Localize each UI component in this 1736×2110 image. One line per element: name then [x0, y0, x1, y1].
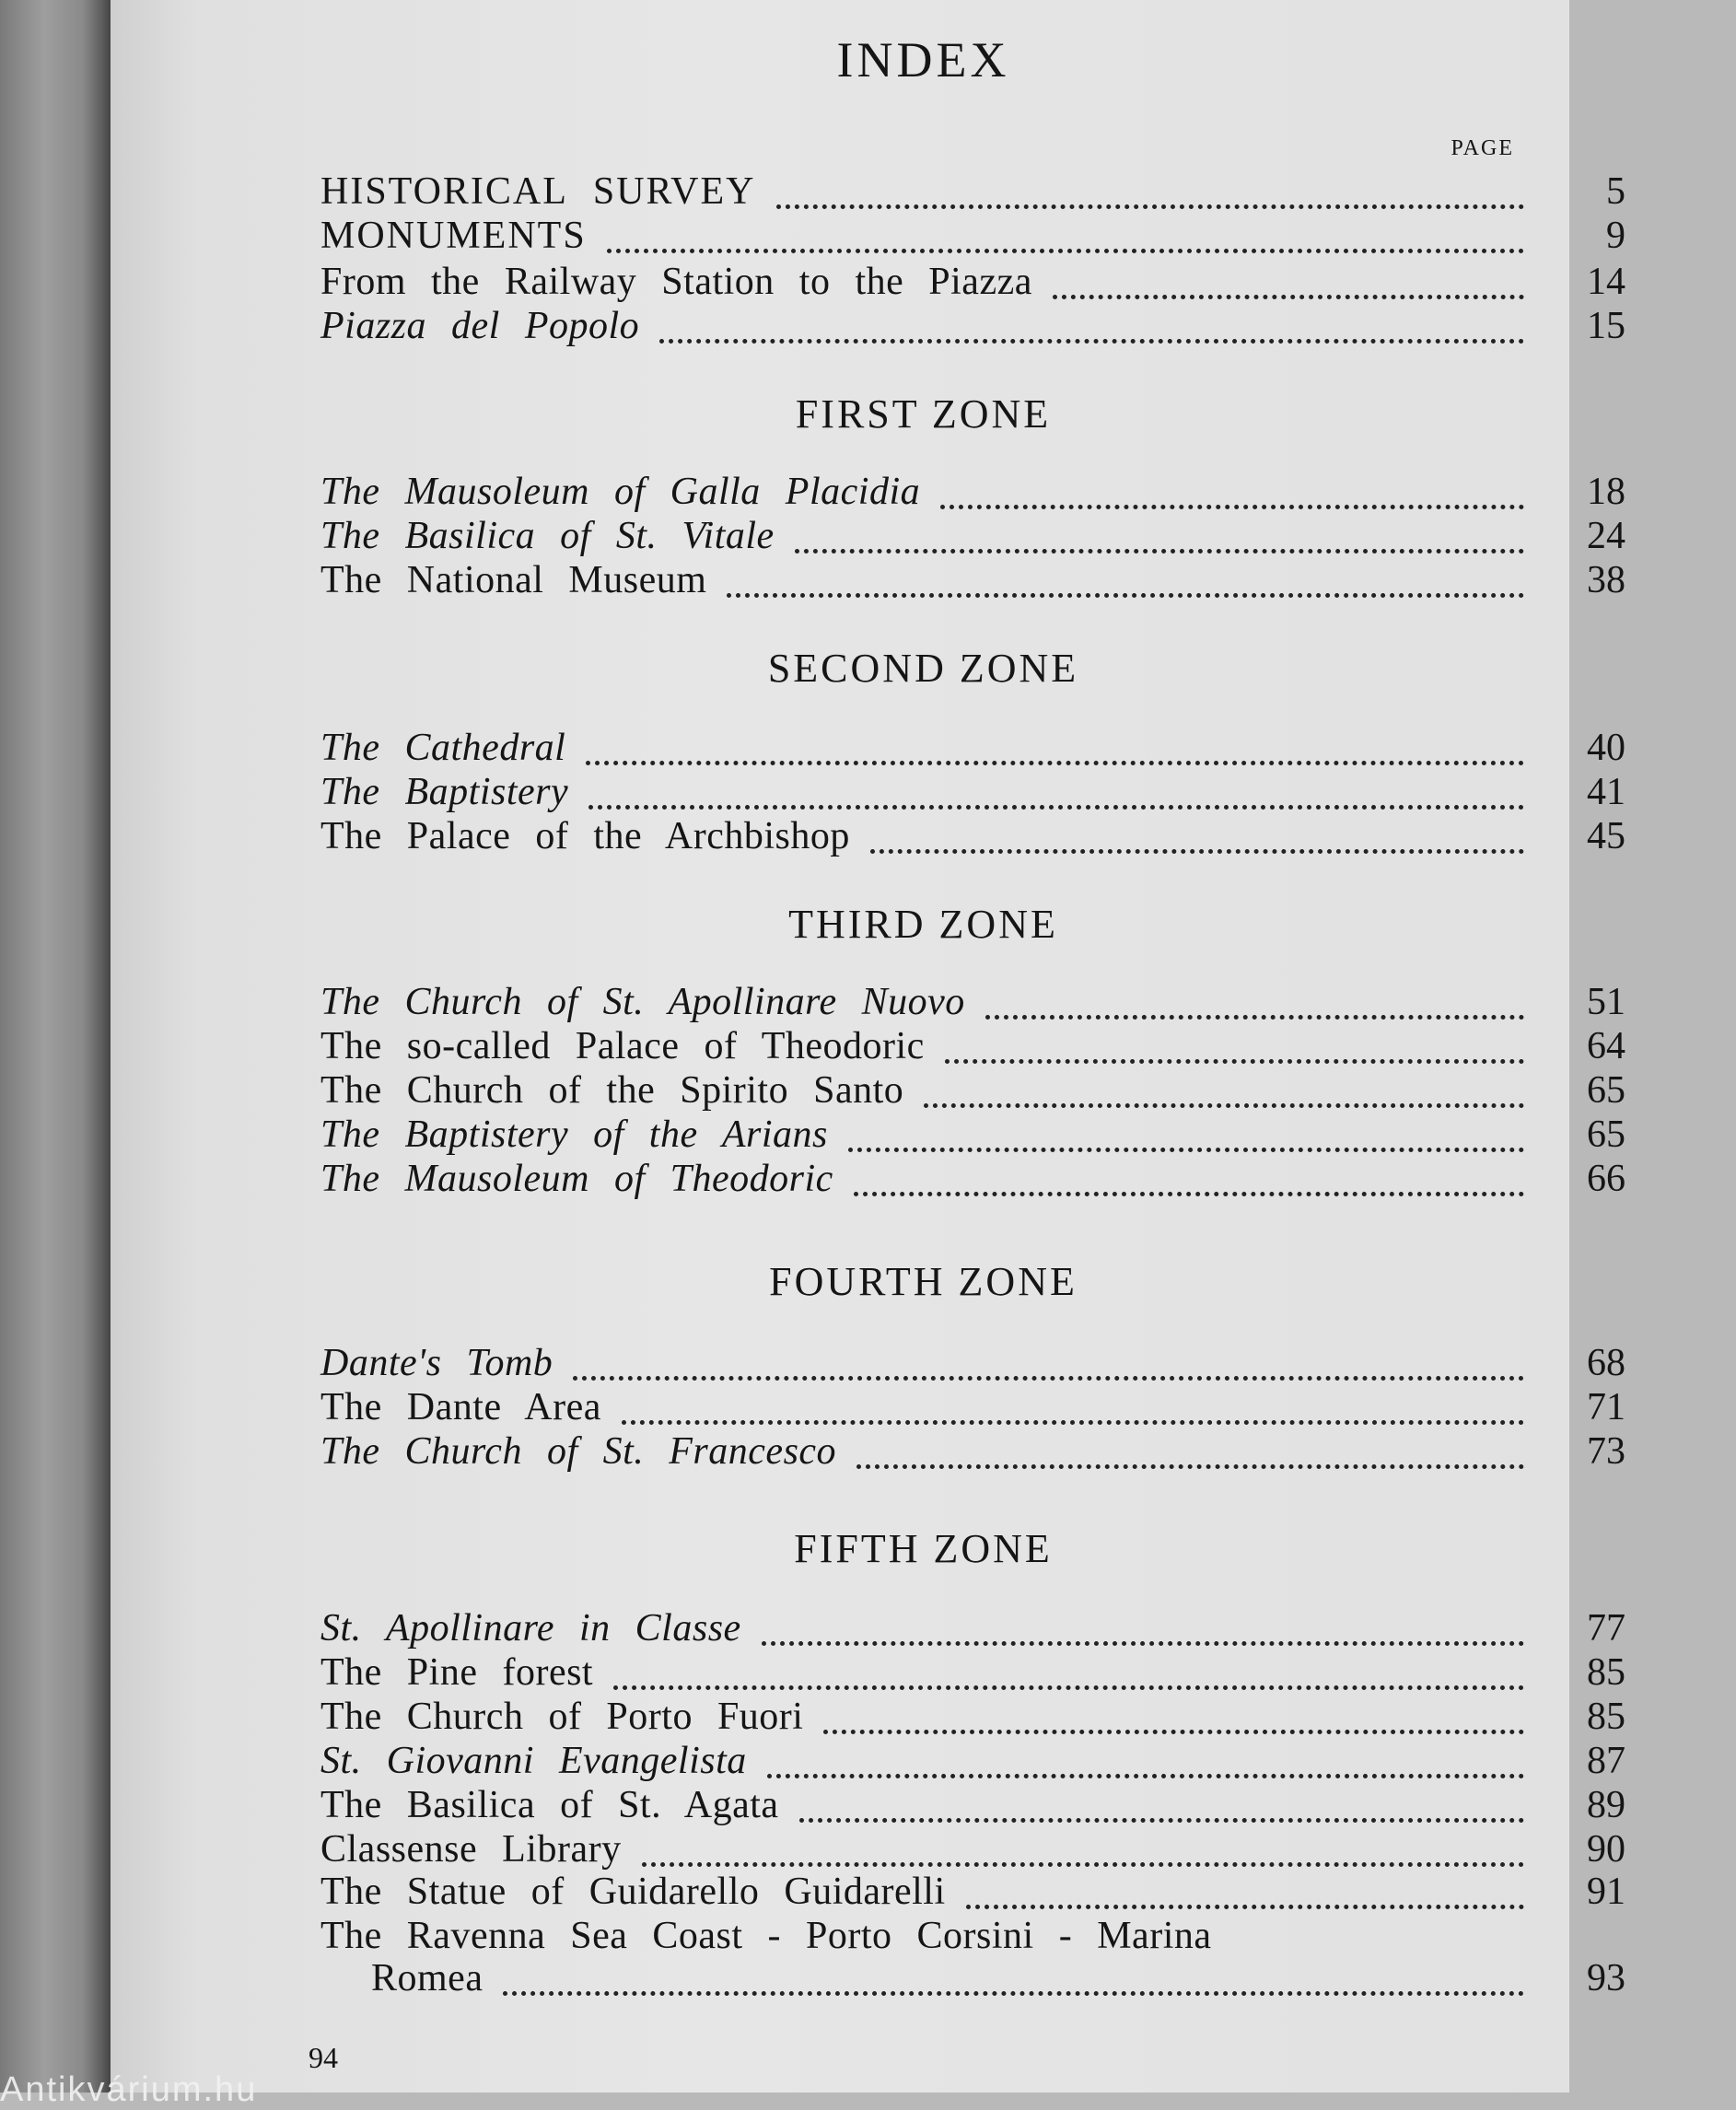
index-entry-page-number: 85	[1587, 1696, 1625, 1738]
index-entry-label: From the Railway Station to the Piazza	[320, 261, 1032, 303]
index-entry-page-number: 66	[1587, 1158, 1625, 1200]
index-entry-label: MONUMENTS	[320, 215, 587, 257]
dot-leader	[795, 505, 1524, 554]
dot-leader	[985, 971, 1524, 1020]
dot-leader	[945, 1015, 1524, 1064]
intro-entry	[320, 304, 1625, 348]
index-entry	[320, 814, 1625, 858]
index-entry-label: The Church of Porto Fuori	[320, 1696, 804, 1738]
index-entry-label: The National Museum	[320, 559, 707, 601]
index-entry-label: The Basilica of St. Agata	[320, 1784, 779, 1826]
zone-heading: FIRST ZONE	[795, 391, 1052, 437]
index-entry-label: The Church of the Spirito Santo	[320, 1069, 904, 1112]
index-entry-page-number: 89	[1587, 1784, 1625, 1826]
index-entry-page-number: 91	[1587, 1871, 1625, 1913]
index-entry-page-number: 9	[1606, 215, 1625, 257]
index-entry-label: The Palace of the Archbishop	[320, 815, 850, 857]
dot-leader	[924, 1059, 1524, 1108]
index-entry-label: The so-called Palace of Theodoric	[320, 1025, 925, 1067]
index-entry-label: Classense Library	[320, 1828, 622, 1871]
dot-leader	[586, 717, 1524, 765]
page-title: INDEX	[836, 32, 1010, 87]
index-entry-label: The Church of St. Apollinare Nuovo	[320, 981, 965, 1023]
index-entry-page-number: 41	[1587, 771, 1625, 813]
index-entry-continuation: Romea	[371, 1957, 484, 1999]
zone-heading: SECOND ZONE	[767, 646, 1079, 691]
index-entry-label: The Baptistery	[320, 771, 569, 813]
dot-leader	[848, 1103, 1524, 1152]
dot-leader	[607, 204, 1524, 253]
index-entry-label: The Mausoleum of Theodoric	[320, 1158, 833, 1200]
dot-leader	[1053, 251, 1524, 299]
index-entry-page-number: 65	[1587, 1069, 1625, 1112]
watermark-text: Antikvárium.hu	[0, 2070, 258, 2109]
index-entry-label: The Mausoleum of Galla Placidia	[320, 471, 921, 513]
index-entry-page-number: 87	[1587, 1740, 1625, 1782]
index-entry	[320, 1429, 1625, 1474]
index-entry-page-number: 18	[1587, 471, 1625, 513]
dot-leader	[767, 1730, 1524, 1778]
dot-leader	[870, 805, 1524, 854]
index-entry-page-number: 90	[1587, 1828, 1625, 1871]
dot-leader	[503, 1947, 1524, 1996]
index-entry-page-number: 77	[1587, 1607, 1625, 1650]
dot-leader	[727, 549, 1524, 598]
index-entry-label: The Church of St. Francesco	[320, 1430, 837, 1473]
page-column-label: PAGE	[1451, 136, 1514, 160]
index-entry-label: The Basilica of St. Vitale	[320, 515, 775, 557]
index-entry-page-number: 24	[1587, 515, 1625, 557]
index-entry-page-number: 38	[1587, 559, 1625, 601]
folio-page-number: 94	[309, 2041, 338, 2074]
zone-heading: FIFTH ZONE	[794, 1526, 1053, 1571]
index-entry-label: The Cathedral	[320, 727, 566, 769]
index-entry-label: St. Giovanni Evangelista	[320, 1740, 747, 1782]
index-entry	[320, 1157, 1625, 1201]
index-entry-page-number: 71	[1587, 1386, 1625, 1428]
index-entry-page-number: 14	[1587, 261, 1625, 303]
index-entry-page-number: 65	[1587, 1113, 1625, 1156]
index-entry-page-number: 93	[1587, 1957, 1625, 1999]
zone-heading: FOURTH ZONE	[769, 1259, 1078, 1304]
dot-leader	[588, 761, 1524, 810]
index-entry-label: HISTORICAL SURVEY	[320, 170, 756, 213]
index-entry-label: The Baptistery of the Arians	[320, 1113, 828, 1156]
index-entry-page-number: 40	[1587, 727, 1625, 769]
dot-leader	[659, 295, 1524, 344]
index-entry-page-number: 68	[1587, 1342, 1625, 1384]
dot-leader	[854, 1148, 1524, 1196]
index-entry-page-number: 64	[1587, 1025, 1625, 1067]
dot-leader	[856, 1420, 1524, 1469]
index-entry	[320, 1870, 1625, 1914]
dot-leader	[940, 460, 1524, 509]
index-entry-label: The Dante Area	[320, 1386, 601, 1428]
dot-leader	[823, 1685, 1524, 1734]
dot-leader	[762, 1597, 1524, 1646]
book-page	[111, 0, 1625, 2093]
index-entry	[320, 1914, 1625, 1999]
index-entry-page-number: 5	[1606, 170, 1625, 213]
index-entry-page-number: 15	[1587, 305, 1625, 347]
index-entry-label: Piazza del Popolo	[320, 305, 640, 347]
dot-leader	[622, 1376, 1524, 1425]
index-entry-label: St. Apollinare in Classe	[320, 1607, 741, 1650]
dot-leader	[799, 1774, 1524, 1823]
book-spine-shadow	[0, 0, 111, 2093]
index-entry-label: The Statue of Guidarello Guidarelli	[320, 1871, 946, 1913]
index-entry-label: The Ravenna Sea Coast - Porto Corsini - Marina	[320, 1915, 1212, 1957]
index-entry-page-number: 45	[1587, 815, 1625, 857]
index-entry-page-number: 85	[1587, 1651, 1625, 1694]
index-entry-page-number: 73	[1587, 1430, 1625, 1473]
dot-leader	[966, 1860, 1524, 1909]
dot-leader	[573, 1332, 1524, 1381]
zone-heading: THIRD ZONE	[788, 902, 1058, 947]
index-entry-page-number: 51	[1587, 981, 1625, 1023]
index-entry-label: Dante's Tomb	[320, 1342, 553, 1384]
index-entry	[320, 558, 1625, 602]
index-entry-label: The Pine forest	[320, 1651, 594, 1694]
dot-leader	[776, 160, 1524, 209]
dot-leader	[613, 1641, 1524, 1690]
